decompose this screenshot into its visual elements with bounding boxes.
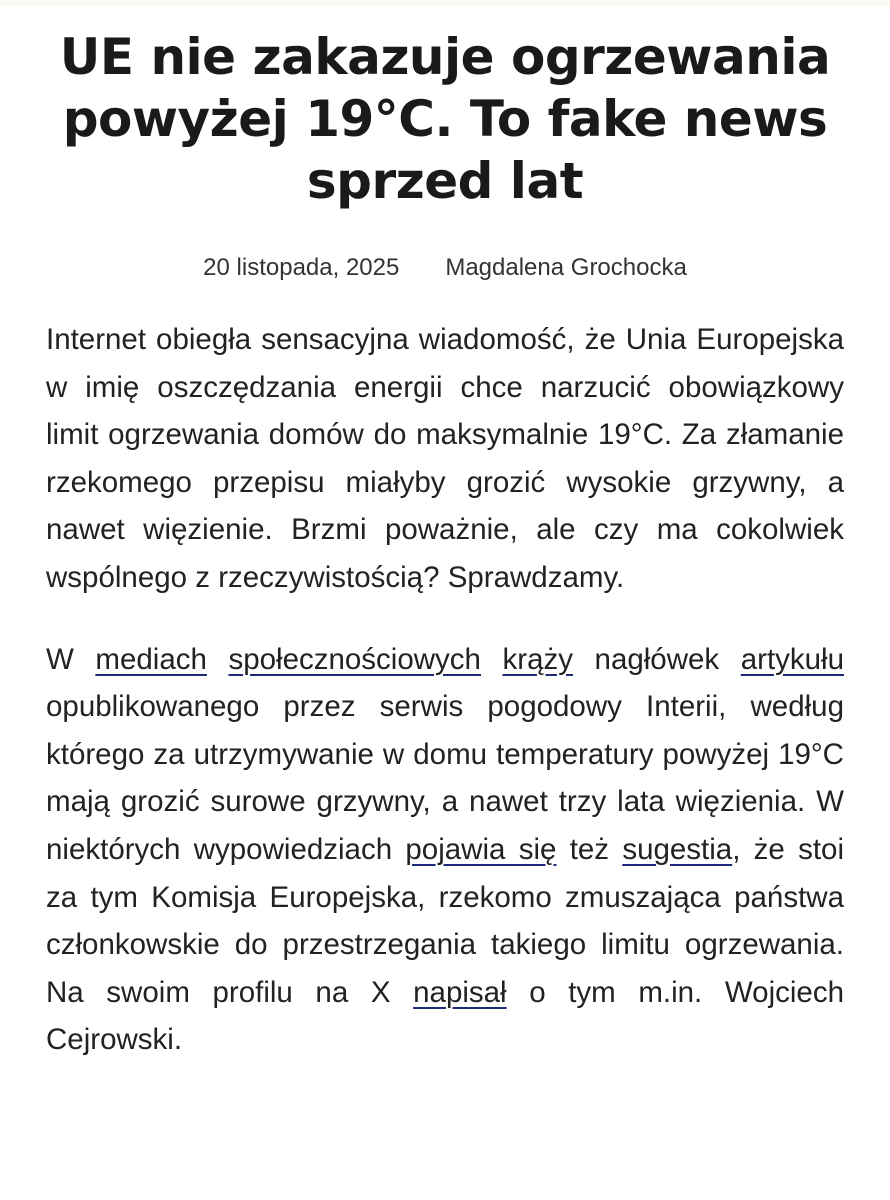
article-meta — [46, 251, 844, 285]
link-pojawia-sie[interactable]: pojawia się — [405, 832, 557, 866]
link-mediach[interactable]: mediach — [95, 642, 207, 676]
text-segment — [481, 643, 503, 676]
link-napisal[interactable]: napisał — [413, 975, 507, 1009]
text-segment: o tym m.in. Wojciech Cejrowski. — [46, 975, 844, 1057]
link-krazy[interactable]: krąży — [502, 642, 573, 676]
top-strip — [0, 0, 890, 6]
text-segment: W — [46, 642, 96, 676]
link-artykulu[interactable]: artykułu — [740, 642, 845, 676]
lead-paragraph: Internet obiegła sensacyjna wiadomość, że Unia Europejska w imię oszczędzania energii chce narzucić obowiązkowy limit ogrzewania domów do maksymalnie 19°C. Za złamanie rzekomego przepisu miałyby grozić wysokie grzywny, a nawet więzienie. Brzmi poważnie, ale czy ma cokolwiek wspólnego z rzeczywistością? Sprawdzamy. — [46, 323, 844, 594]
text-segment — [207, 643, 229, 676]
article-title: UE nie zakazuje ogrzewania powyżej 19°C. To fake news sprzed lat — [59, 28, 831, 210]
body-paragraph — [46, 636, 844, 1064]
text-segment: , że stoi za tym Komisja Europejska, rzekomo zmuszająca państwa członkowskie do przestrzegania takiego limitu ogrzewania. Na swoim profilu na X — [46, 832, 844, 1009]
author-name[interactable]: Magdalena Grochocka — [445, 254, 687, 281]
link-sugestia[interactable]: sugestia — [622, 832, 733, 866]
publish-date: 20 listopada, 2025 — [203, 254, 400, 281]
link-spolecznosciowych[interactable]: społecznościowych — [228, 642, 481, 676]
text-segment: opublikowanego przez serwis pogodowy Interii, według którego za utrzymywanie w domu temperatury powyżej 19°C mają grozić surowe grzywny, a nawet trzy lata więzienia. W niektórych wypowiedziach — [46, 690, 844, 866]
article — [46, 26, 844, 1064]
text-segment: też — [556, 832, 623, 866]
text-segment: nagłówek — [573, 642, 741, 676]
